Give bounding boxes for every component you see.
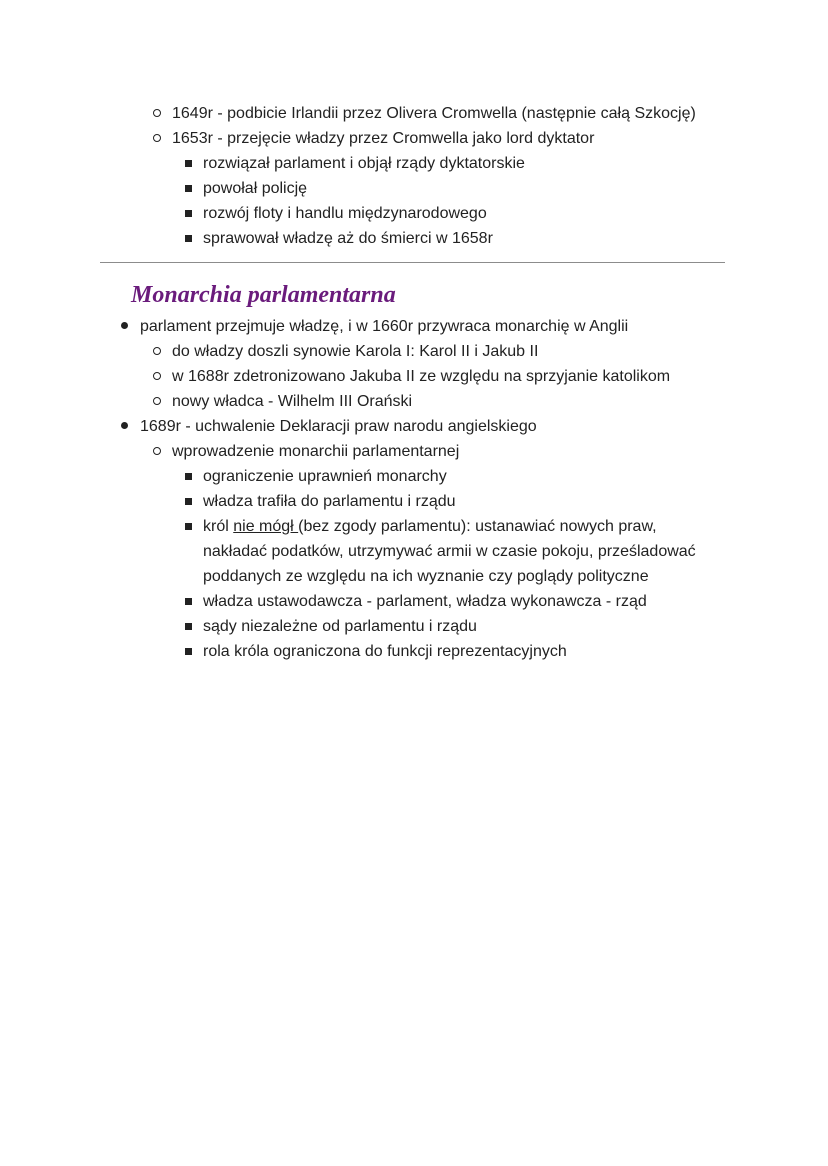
list-item-continuation: nakładać podatków, utrzymywać armii w czasie pokoju, prześladować — [203, 543, 696, 560]
list-item-rest: (bez zgody parlamentu): ustanawiać nowych praw, — [298, 518, 657, 535]
square-bullet-icon — [185, 523, 192, 530]
list-item: sądy niezależne od parlamentu i rządu — [203, 618, 477, 635]
square-bullet-icon — [185, 623, 192, 630]
disc-bullet-icon — [121, 422, 128, 429]
list-item: 1653r - przejęcie władzy przez Cromwella jako lord dyktator — [172, 130, 595, 147]
list-item: powołał policję — [203, 180, 308, 197]
list-item: ograniczenie uprawnień monarchy — [203, 468, 447, 485]
circle-bullet-icon — [153, 372, 161, 380]
list-item-prefix: król — [203, 518, 234, 535]
horizontal-divider — [100, 262, 725, 263]
circle-bullet-icon — [153, 347, 161, 355]
circle-bullet-icon — [153, 447, 161, 455]
list-item: rozwiązał parlament i objął rządy dyktatorskie — [203, 155, 525, 172]
list-item: władza trafiła do parlamentu i rządu — [203, 493, 456, 510]
list-item: wprowadzenie monarchii parlamentarnej — [172, 443, 460, 460]
list-item: parlament przejmuje władzę, i w 1660r przywraca monarchię w Anglii — [140, 318, 629, 335]
list-item: 1689r - uchwalenie Deklaracji praw narodu angielskiego — [140, 418, 537, 435]
list-item-continuation: poddanych ze względu na ich wyznanie czy poglądy polityczne — [203, 568, 649, 585]
square-bullet-icon — [185, 498, 192, 505]
list-item: rozwój floty i handlu międzynarodowego — [203, 205, 487, 222]
square-bullet-icon — [185, 210, 192, 217]
list-item — [203, 514, 657, 539]
square-bullet-icon — [185, 185, 192, 192]
list-item: sprawował władzę aż do śmierci w 1658r — [203, 230, 493, 247]
square-bullet-icon — [185, 160, 192, 167]
underlined-phrase: nie mógł — [233, 518, 299, 535]
circle-bullet-icon — [153, 134, 161, 142]
disc-bullet-icon — [121, 322, 128, 329]
square-bullet-icon — [185, 648, 192, 655]
circle-bullet-icon — [153, 109, 161, 117]
square-bullet-icon — [185, 235, 192, 242]
list-item: rola króla ograniczona do funkcji reprezentacyjnych — [203, 643, 567, 660]
circle-bullet-icon — [153, 397, 161, 405]
list-item: w 1688r zdetronizowano Jakuba II ze względu na sprzyjanie katolikom — [172, 368, 671, 385]
list-item: do władzy doszli synowie Karola I: Karol II i Jakub II — [172, 343, 539, 360]
list-item: 1649r - podbicie Irlandii przez Olivera Cromwella (następnie całą Szkocję) — [172, 105, 696, 122]
list-item: nowy władca - Wilhelm III Orański — [172, 393, 413, 410]
square-bullet-icon — [185, 598, 192, 605]
square-bullet-icon — [185, 473, 192, 480]
section-heading: Monarchia parlamentarna — [131, 282, 396, 308]
list-item: władza ustawodawcza - parlament, władza wykonawcza - rząd — [203, 593, 647, 610]
